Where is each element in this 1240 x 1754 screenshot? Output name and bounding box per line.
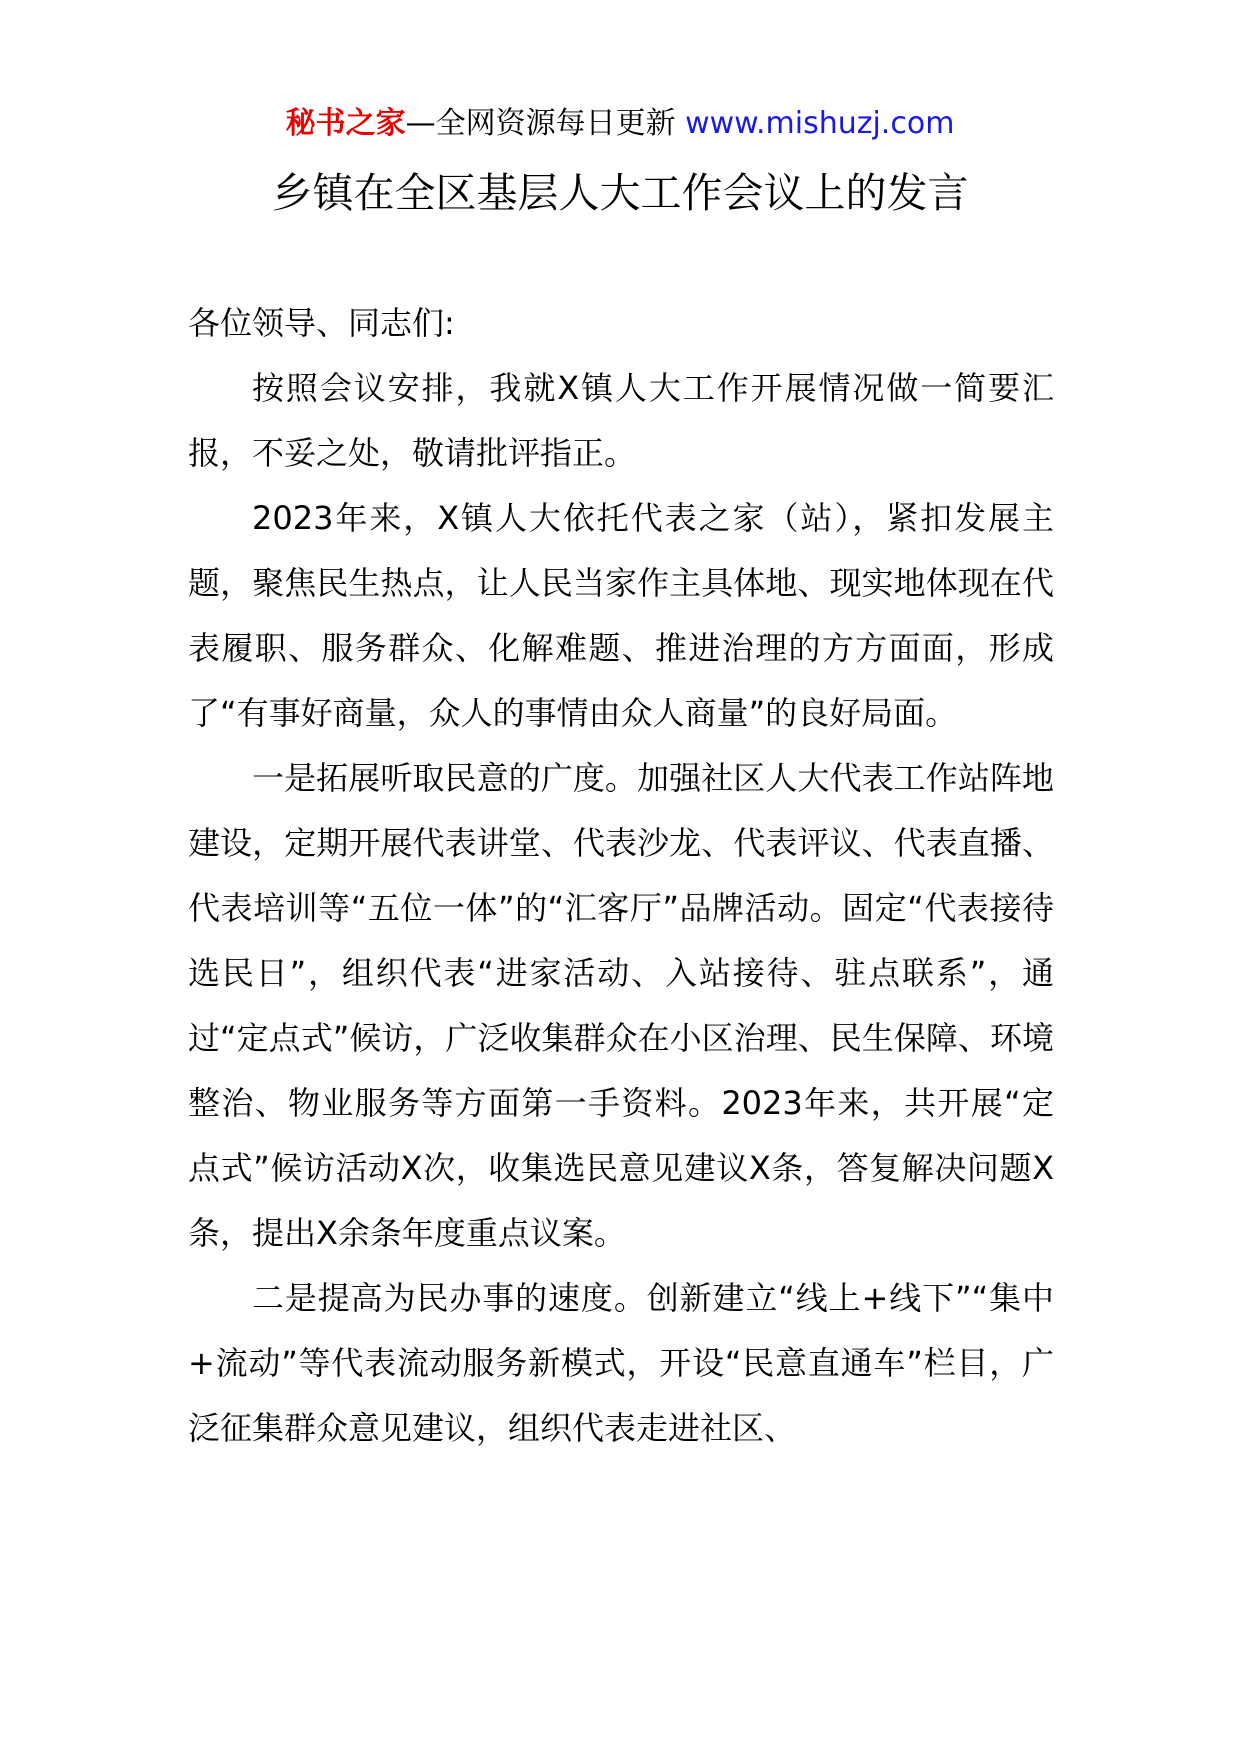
salutation: 各位领导、同志们: bbox=[188, 304, 455, 342]
site-url-link[interactable]: www.mishuzj.com bbox=[675, 106, 955, 141]
site-tagline: —全网资源每日更新 bbox=[405, 106, 676, 141]
document-title: 乡镇在全区基层人大工作会议上的发言 bbox=[271, 169, 969, 217]
paragraph-point-one: 一是拓展听取民意的广度。加强社区人大代表工作站阵地建设，定期开展代表讲堂、代表沙龙、代表评议、代表直播、代表培训等“五位一体”的“汇客厅”品牌活动。固定“代表接待选民日”，组织代表“进家活动、入站接待、驻点联系”，通过“定点式”候访，广泛收集群众在小区治理、民生保障、环境整治、物业服务等方面第一手资料。2023年来，共开展“定点式”候访活动X次，收集选民意见建议X条，答复解决问题X条，提出X余条年度重点议案。 bbox=[188, 759, 1054, 1252]
paragraph-overview: 2023年来，X镇人大依托代表之家（站），紧扣发展主题，聚焦民生热点，让人民当家作主具体地、现实地体现在代表履职、服务群众、化解难题、推进治理的方方面面，形成了“有事好商量，众人的事情由众人商量”的良好局面。 bbox=[188, 499, 1054, 732]
site-brand: 秘书之家 bbox=[285, 106, 406, 141]
paragraph-intro: 按照会议安排，我就X镇人大工作开展情况做一简要汇报，不妥之处，敬请批评指正。 bbox=[188, 369, 1054, 472]
document-body bbox=[188, 291, 1054, 1461]
paragraph-point-two: 二是提高为民办事的速度。创新建立“线上+线下”“集中+流动”等代表流动服务新模式，开设“民意直通车”栏目，广泛征集群众意见建议，组织代表走进社区、 bbox=[188, 1279, 1054, 1447]
site-header bbox=[0, 100, 1240, 148]
